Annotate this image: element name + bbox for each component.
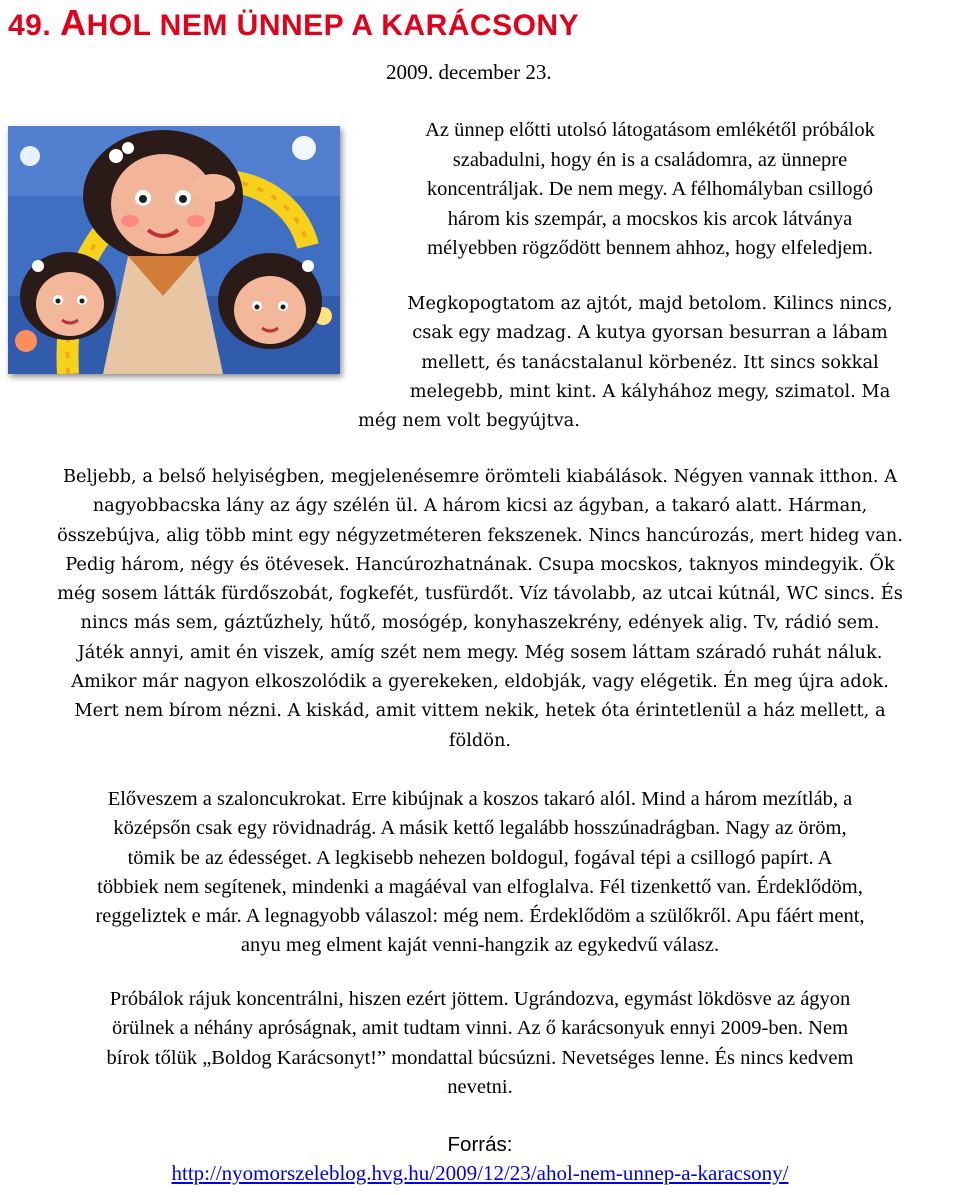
- paragraph-line: nevetni.: [447, 1075, 513, 1098]
- paragraph-line: összebújva, alig több mint egy négyzetméteren fekszenek. Nincs hancúrozás, mert hideg van.: [57, 524, 903, 546]
- source-block: [0, 1130, 960, 1188]
- body-paragraph-1: [0, 462, 960, 755]
- paragraph-line: mellett, és tanácstalanul körbenéz. Itt sincs sokkal: [421, 351, 879, 373]
- paragraph-line: Megkopogtatom az ajtót, majd betolom. Kilincs nincs,: [407, 293, 893, 314]
- body-paragraph-3: [0, 985, 960, 1102]
- paragraph-line: tömik be az édességet. A legkisebb nehezen boldogul, fogával tépi a csillogó papírt. A: [127, 846, 833, 869]
- entry-date: 2009. december 23.: [386, 60, 552, 84]
- chapter-title-rest: HOL NEM ÜNNEP A KARÁCSONY: [86, 9, 580, 42]
- paragraph-line: Próbálok rájuk koncentrálni, hiszen ezért jöttem. Ugrándozva, egymást lökdösve az ágyon: [109, 988, 851, 1010]
- paragraph-line: Pedig három, négy és ötévesek. Hancúrozhatnának. Csupa mocskos, taknyos mindegyik. Ők: [65, 553, 895, 575]
- source-link[interactable]: http://nyomorszeleblog.hvg.hu/2009/12/23/ahol-nem-unnep-a-karacsony/: [171, 1161, 789, 1185]
- paragraph-line: Játék annyi, amit én viszek, amíg szét nem megy. Még sosem láttam száradó ruhát náluk.: [77, 641, 883, 663]
- paragraph-line: Előveszem a szaloncukrokat. Erre kibújnak a koszos takaró alól. Mind a három mezítláb, a: [107, 788, 853, 810]
- paragraph-line: örülnek a néhány apróságnak, amit tudtam vinni. Az ő karácsonyuk ennyi 2009-ben. Nem: [111, 1017, 849, 1040]
- paragraph-line: anyu meg elment kaját venni-hangzik az egykedvű válasz.: [240, 934, 720, 957]
- paragraph-line: még nem volt begyújtva.: [358, 410, 580, 432]
- paragraph-line: nincs más sem, gáztűzhely, hűtő, mosógép, konyhaszekrény, edények alig. Tv, rádió sem.: [80, 612, 880, 634]
- paragraph-line: mélyebben rögződött bennem ahhoz, hogy elfeledjem.: [427, 237, 873, 259]
- paragraph-line: bírok tőlük „Boldog Karácsonyt!” mondattal búcsúzni. Nevetséges lenne. És nincs kedvem: [106, 1046, 854, 1069]
- chapter-title-initial: A: [60, 2, 87, 43]
- paragraph-line: Amikor már nagyon elkoszolódik a gyerekeken, eldobják, vagy elégetik. Én meg újra adok.: [71, 671, 889, 693]
- painting-illustration: [8, 126, 340, 374]
- paragraph-line: földön.: [448, 729, 512, 751]
- paragraph-line: három kis szempár, a mocskos kis arcok látványa: [447, 207, 853, 230]
- paragraph-line: koncentráljak. De nem megy. A félhomályban csillogó: [426, 178, 874, 200]
- chapter-number: 49.: [8, 9, 52, 42]
- body-paragraph-2: [0, 785, 960, 961]
- paragraph-line: csak egy madzag. A kutya gyorsan besurran a lábam: [412, 322, 888, 344]
- paragraph-line: Mert nem bírom nézni. A kiskád, amit vittem nekik, hetek óta érintetlenül a ház mellett, a: [74, 700, 886, 722]
- paragraph-line: középsőn csak egy rövidnadrág. A másik kettő legalább hosszúnadrágban. Nagy az öröm,: [113, 817, 847, 840]
- paragraph-line: Beljebb, a belső helyiségben, megjelenésemre örömteli kiabálások. Négyen vannak itthon. A: [62, 466, 898, 487]
- paragraph-line: Az ünnep előtti utolsó látogatásom emlékétől próbálok: [425, 119, 875, 141]
- chapter-title: [8, 2, 579, 44]
- paragraph-line: szabadulni, hogy én is a családomra, az ünnepre: [452, 148, 848, 171]
- paragraph-line: többiek nem segítenek, mindenki a magáéval van elfoglalva. Fél tizenkettő van. Érdeklődöm,: [97, 875, 863, 898]
- children-painting-image: [8, 126, 340, 374]
- paragraph-line: még sosem látták fürdőszobát, fogkefét, tusfürdőt. Víz távolabb, az utcai kútnál, WC sincs. És: [57, 583, 903, 605]
- paragraph-line: melegebb, mint kint. A kályhához megy, szimatol. Ma: [409, 380, 891, 402]
- intro-paragraph-1: [340, 116, 960, 264]
- intro-paragraph-2: [340, 289, 960, 435]
- source-label: Forrás:: [447, 1133, 513, 1156]
- paragraph-line: nagyobbacska lány az ágy szélén ül. A három kicsi az ágyban, a takaró alatt. Hárman,: [92, 495, 868, 517]
- paragraph-line: reggeliztek e már. A legnagyobb válaszol: még nem. Érdeklődöm a szülőkről. Apu fáért ment,: [95, 905, 865, 928]
